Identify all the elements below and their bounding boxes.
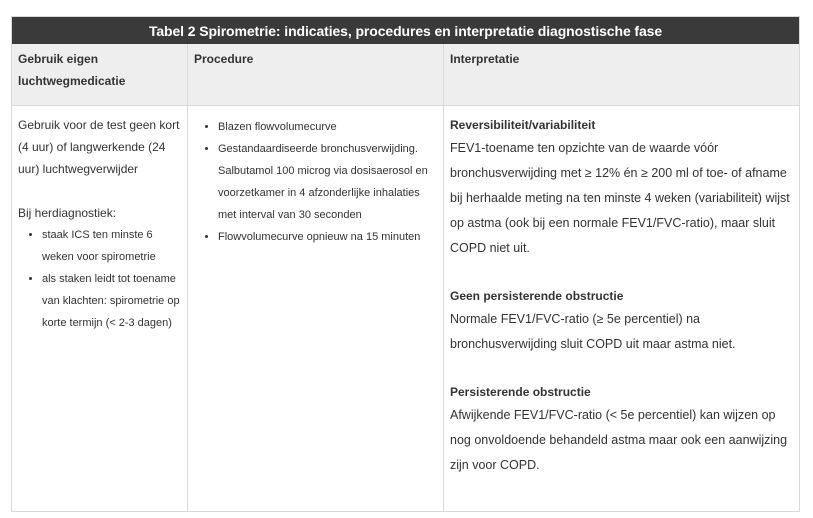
interpretation-title-persistent-obstruction: Persisterende obstructie	[450, 385, 591, 399]
table-body-row	[12, 106, 799, 511]
cell-medication	[12, 106, 188, 511]
list-item: • Gestandaardiseerde bronchusverwijding. Salbutamol 100 microg via dosisaerosol en voorzetkamer in 4 afzonderlijke inhalaties met interval van 30 seconden	[218, 138, 437, 226]
header-procedure: Procedure	[188, 44, 444, 105]
table-header-row	[12, 44, 799, 106]
cell-procedure	[188, 106, 444, 511]
interpretation-text-reversibility: FEV1-toename ten opzichte van de waarde vóór bronchusverwijding met ≥ 12% én ≥ 200 ml of toe- of afname bij herhaalde meting na ten minste 4 weken (variabiliteit) wijst op astma (ook bij een normale FEV1/FVC-ratio), maar sluit COPD niet uit.	[450, 141, 790, 255]
list-item: • Blazen flowvolumecurve	[218, 116, 437, 138]
medication-intro: Gebruik voor de test geen kort (4 uur) of langwerkende (24 uur) luchtwegverwijder	[18, 118, 180, 176]
cell-interpretation	[444, 106, 799, 511]
spirometry-table	[11, 16, 800, 512]
medication-subheading: Bij herdiagnostiek:	[18, 206, 117, 220]
list-item: • Flowvolumecurve opnieuw na 15 minuten	[218, 226, 437, 248]
procedure-bullets	[194, 116, 437, 248]
medication-bullets	[18, 224, 181, 334]
interpretation-text-persistent-obstruction: Afwijkende FEV1/FVC-ratio (< 5e percentiel) kan wijzen op nog onvoldoende behandeld astma maar ook een aanwijzing zijn voor COPD.	[450, 408, 788, 472]
interpretation-title-no-obstruction: Geen persisterende obstructie	[450, 289, 624, 303]
list-item: • als staken leidt tot toename van klachten: spirometrie op korte termijn (< 2-3 dagen)	[42, 268, 181, 334]
interpretation-title-reversibility: Reversibiliteit/variabiliteit	[450, 118, 596, 132]
header-interpretation: Interpretatie	[450, 52, 520, 66]
interpretation-text-no-obstruction: Normale FEV1/FVC-ratio (≥ 5e percentiel) na bronchusverwijding sluit COPD uit maar astma niet.	[450, 312, 736, 351]
list-item: • staak ICS ten minste 6 weken voor spirometrie	[42, 224, 181, 268]
table-title: Tabel 2 Spirometrie: indicaties, procedures en interpretatie diagnostische fase	[12, 17, 799, 44]
header-medication: Gebruik eigen luchtwegmedicatie	[12, 44, 188, 105]
